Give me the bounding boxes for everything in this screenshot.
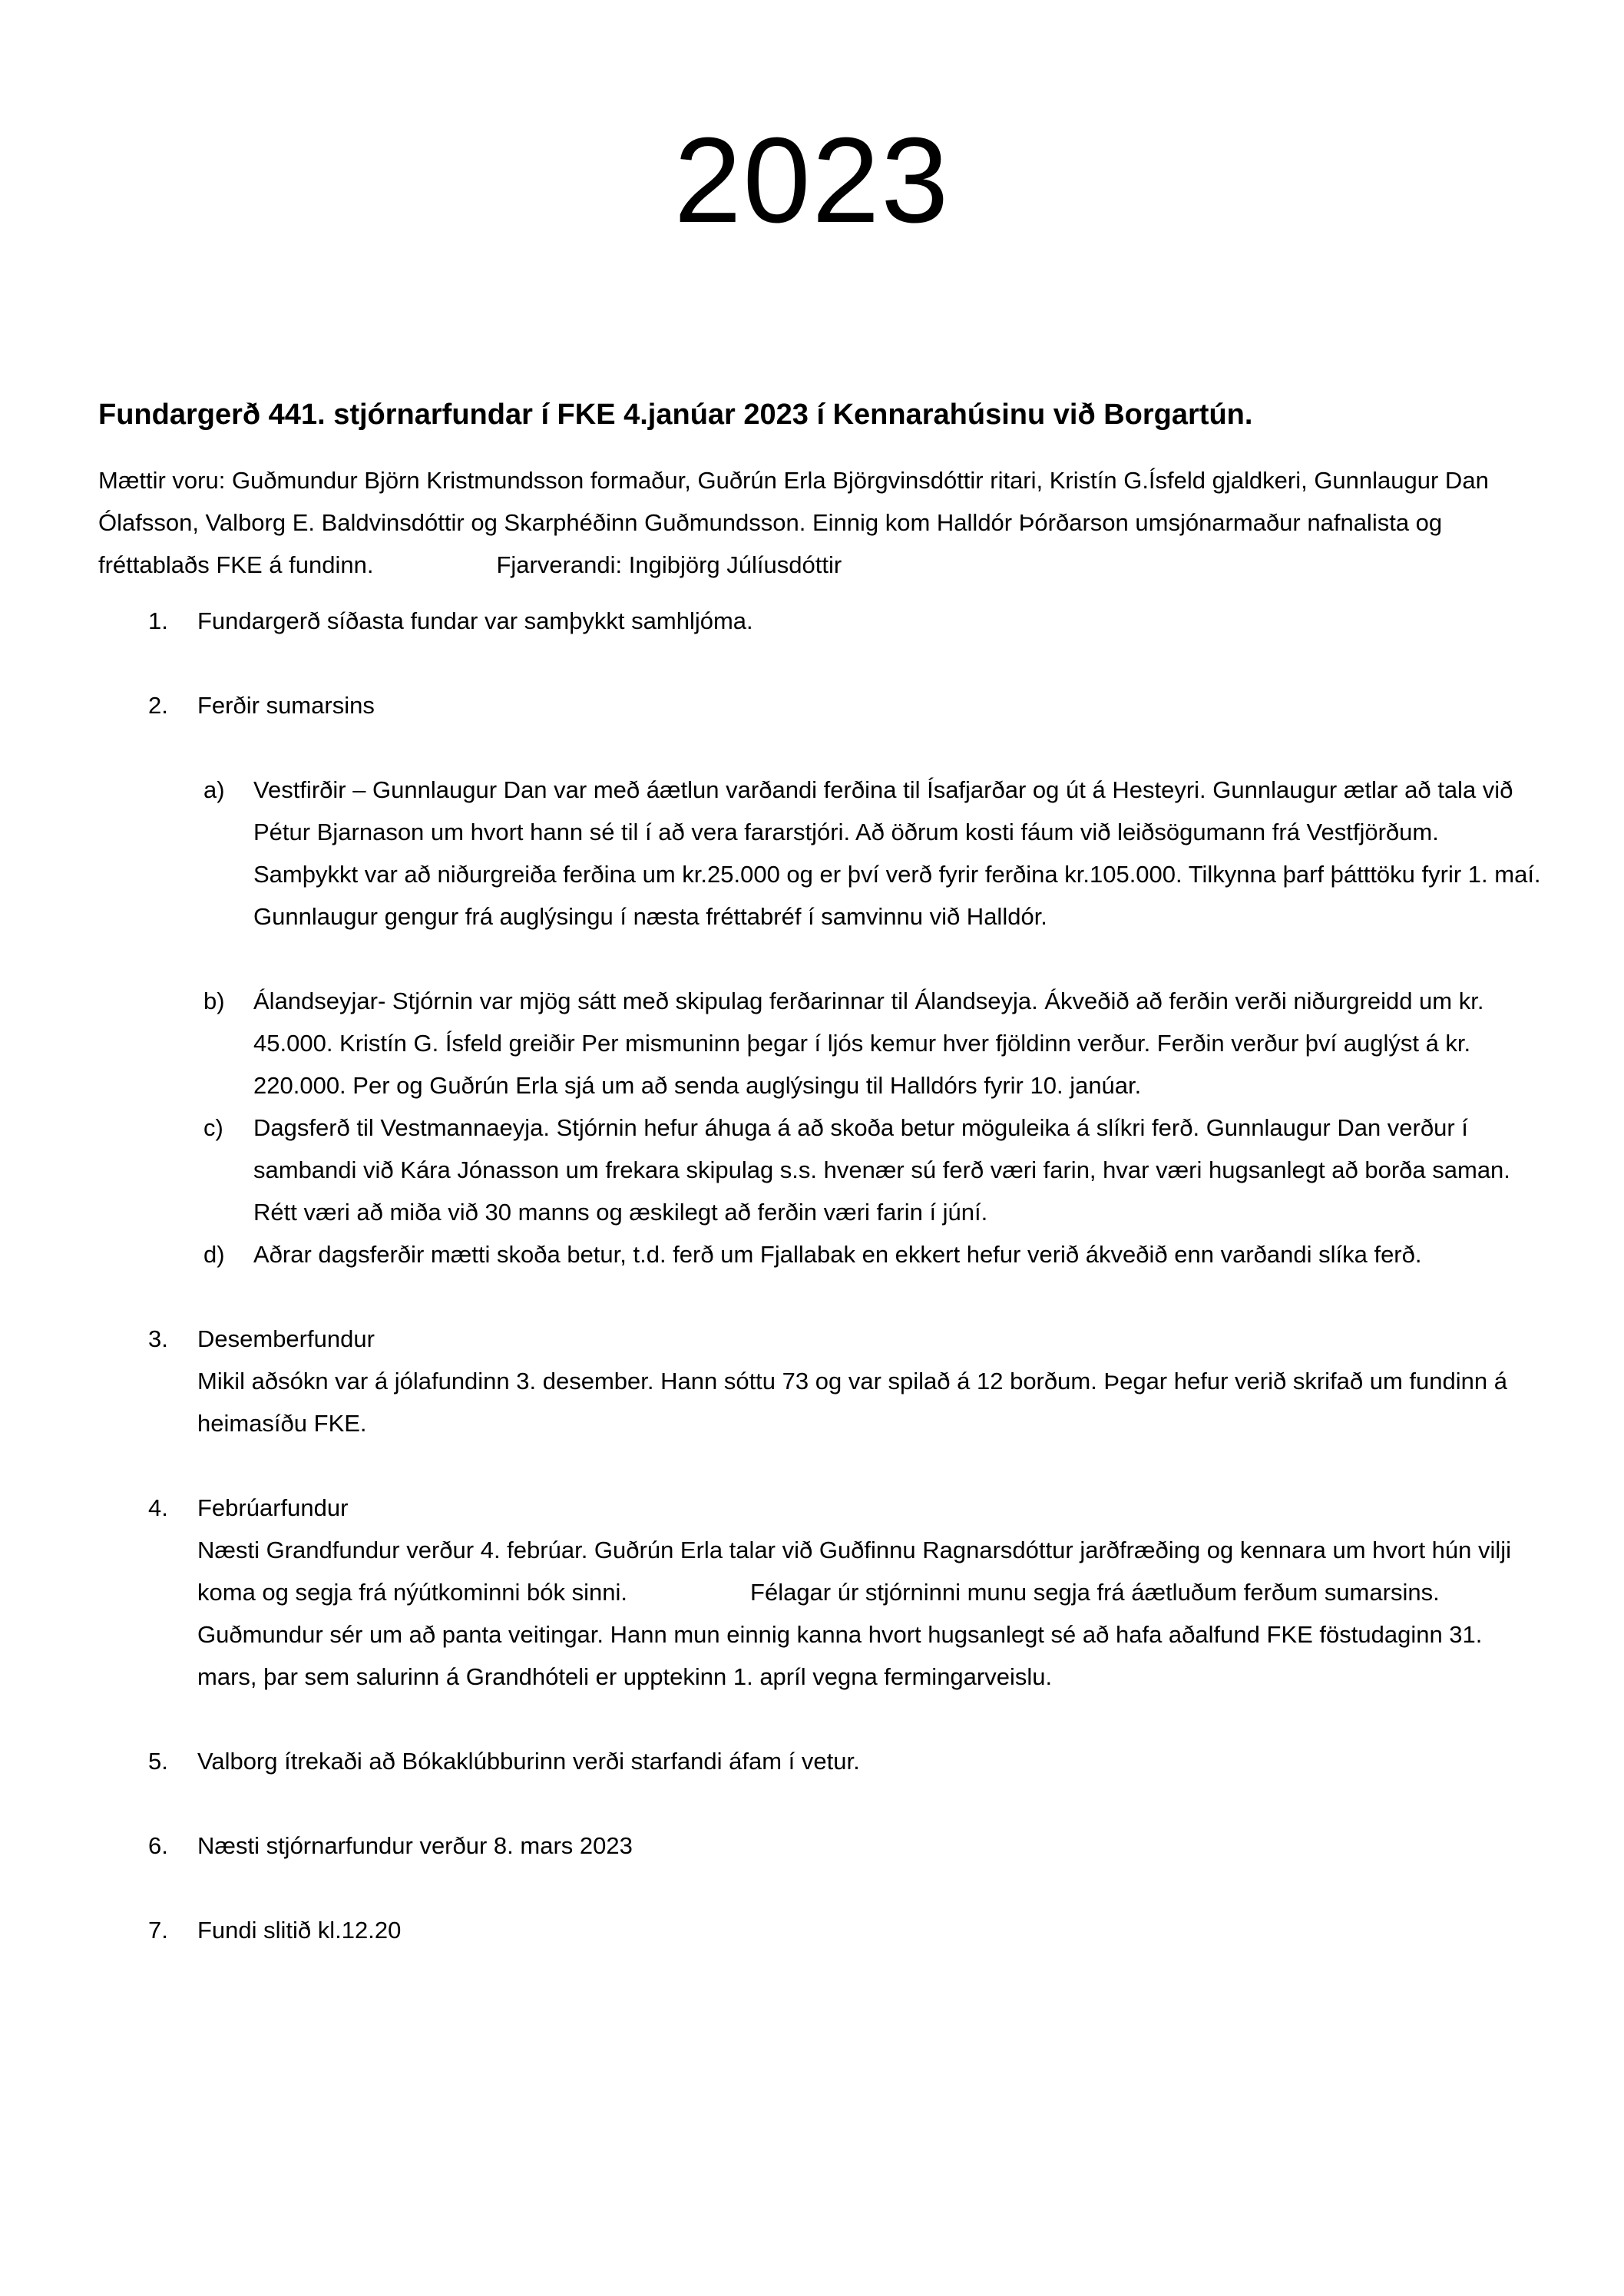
year-title: 2023	[673, 113, 951, 248]
minutes-content	[98, 392, 1542, 1951]
agenda-item-1	[98, 600, 1542, 642]
sub-item-d	[197, 1233, 1542, 1275]
absent-members: Fjarverandi: Ingibjörg Júlíusdóttir	[496, 551, 842, 578]
agenda-title: Ferðir sumarsins	[197, 692, 375, 719]
minutes-heading: Fundargerð 441. stjórnarfundar í FKE 4.janúar 2023 í Kennarahúsinu við Borgartún.	[98, 399, 1253, 431]
agenda-title: Næsti stjórnarfundur verður 8. mars 2023	[197, 1832, 633, 1859]
agenda-title: Fundargerð síðasta fundar var samþykkt samhljóma.	[197, 607, 753, 634]
sub-item-b	[197, 980, 1542, 1107]
agenda-body-part2: Félagar úr stjórninni munu segja frá áætluðum ferðum sumarsins. Guðmundur sér um að panta veitingar. Hann mun einnig kanna hvort hugsanlegt sé að hafa aðalfund FKE föstudaginn 31. mars, þar sem salurinn á Grandhóteli er upptekinn 1. apríl vegna fermingarveislu.	[197, 1579, 1483, 1690]
sub-item-letter: b)	[203, 988, 225, 1014]
agenda-number: 5.	[148, 1748, 168, 1775]
attendees-paragraph	[98, 459, 1542, 586]
sub-item-text: Álandseyjar- Stjórnin var mjög sátt með skipulag ferðarinnar til Álandseyja. Ákveðið að ferðin verði niðurgreidd um kr. 45.000. Kristín G. Ísfeld greiðir Per mismuninn þegar í ljós kemur hver fjöldinn verður. Ferðin verður því auglýst á kr. 220.000. Per og Guðrún Erla sjá um að senda auglýsingu til Halldórs fyrir 10. janúar.	[253, 988, 1484, 1099]
agenda-number: 1.	[148, 607, 168, 634]
agenda-body-text	[197, 1529, 1542, 1698]
agenda-item-3	[98, 1318, 1542, 1444]
agenda-item-2	[98, 684, 1542, 1275]
agenda-item-6	[98, 1825, 1542, 1867]
agenda-title: Valborg ítrekaði að Bókaklúbburinn verði starfandi áfam í vetur.	[197, 1748, 860, 1775]
agenda-title: Fundi slitið kl.12.20	[197, 1917, 402, 1944]
agenda-list	[98, 600, 1542, 1951]
sub-item-text: Dagsferð til Vestmannaeyja. Stjórnin hefur áhuga á að skoða betur möguleika á slíkri ferð. Gunnlaugur Dan verður í sambandi við Kára Jónasson um frekara skipulag s.s. hvenær sú ferð væri farin, hvar væri hugsanlegt að borða saman. Rétt væri að miða við 30 manns og æskilegt að ferðin væri farin í júní.	[253, 1114, 1510, 1226]
agenda-item-5	[98, 1740, 1542, 1782]
summer-trips-list	[197, 769, 1542, 1275]
agenda-number: 3.	[148, 1325, 168, 1352]
agenda-title: Febrúarfundur	[197, 1494, 349, 1521]
agenda-number: 6.	[148, 1832, 168, 1859]
agenda-number: 4.	[148, 1494, 168, 1521]
sub-item-letter: c)	[203, 1114, 223, 1141]
sub-item-a	[197, 769, 1542, 938]
sub-item-letter: d)	[203, 1241, 225, 1268]
agenda-item-7	[98, 1909, 1542, 1951]
sub-item-letter: a)	[203, 776, 225, 803]
agenda-number: 7.	[148, 1917, 168, 1944]
sub-item-c	[197, 1107, 1542, 1233]
agenda-body-part1: Næsti Grandfundur verður 4. febrúar. Guðrún Erla talar við Guðfinnu Ragnarsdóttur jarðfræðing og kennara um hvort hún vilji koma og segja frá nýútkominni bók sinni.	[197, 1537, 1512, 1606]
agenda-body-text: Mikil aðsókn var á jólafundinn 3. desember. Hann sóttu 73 og var spilað á 12 borðum. Þegar hefur verið skrifað um fundinn á heimasíðu FKE.	[197, 1368, 1507, 1437]
agenda-number: 2.	[148, 692, 168, 719]
sub-item-text: Vestfirðir – Gunnlaugur Dan var með áætlun varðandi ferðina til Ísafjarðar og út á Hesteyri. Gunnlaugur ætlar að tala við Pétur Bjarnason um hvort hann sé til í að vera fararstjóri. Að öðrum kosti fáum við leiðsögumann frá Vestfjörðum. Samþykkt var að niðurgreiða ferðina um kr.25.000 og er því verð fyrir ferðina kr.105.000. Tilkynna þarf þátttöku fyrir 1. maí. Gunnlaugur gengur frá auglýsingu í næsta fréttabréf í samvinnu við Halldór.	[253, 776, 1541, 930]
attendees-text: Mættir voru: Guðmundur Björn Kristmundsson formaður, Guðrún Erla Björgvinsdóttir ritari, Kristín G.Ísfeld gjaldkeri, Gunnlaugur Dan Ólafsson, Valborg E. Baldvinsdóttir og Skarphéðinn Guðmundsson. Einnig kom Halldór Þórðarson umsjónarmaður nafnalista og fréttablaðs FKE á fundinn.	[98, 467, 1496, 578]
sub-item-text: Aðrar dagsferðir mætti skoða betur, t.d. ferð um Fjallabak en ekkert hefur verið ákveðið enn varðandi slíka ferð.	[253, 1241, 1422, 1268]
agenda-title: Desemberfundur	[197, 1325, 375, 1352]
agenda-item-4	[98, 1487, 1542, 1698]
